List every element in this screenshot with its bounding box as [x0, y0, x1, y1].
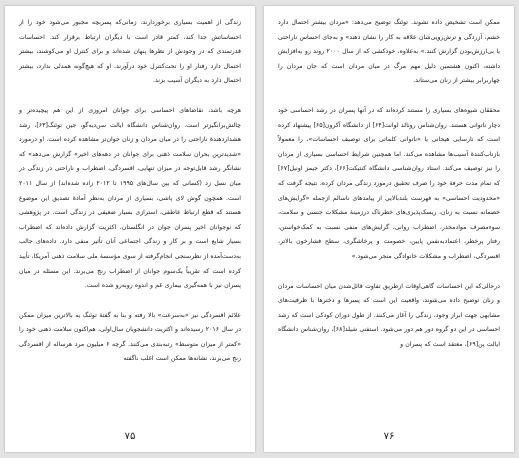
right-paragraph-3: درحالی‌که این احساسات گاهی‌اوقات ازطریق تفاوت قائل‌شدن میان احساسات مردان و زنان توضیح داده می‌شوند، واقعیت این است که پسرها و دخترها با ظرفیت‌های مشابهی جهت ابراز وجود، زندگی را آغاز می‌کنند. از طول دوران کودکی است که رشد احساسی در این دو گروه دور هم دور می‌شود. استفنی شیلد[۶۸]، روان‌شناس دانشگاه ایالت پن[۶۹]، معتقد است که پسران و: [278, 282, 501, 348]
left-paragraph-1: زندگی از اهمیت بسیاری برخوردارند. زمانی‌که پسربچه مجبور می‌شود خود را از احساساتش جدا کند، کمتر قادر است با دیگران ارتباط برقرار کند. احساسات قدرتمندی که در وجودش از نظرها پنهان شده‌اند و برای کنترل او می‌کوشند، بیشتر احتمال دارد رفتار او را تحت‌کنترل خود درآورند. او که هیچ‌گونه همدلی ندارد، بیشتر احتمال دارد به دیگران آسیب بزند.: [19, 19, 241, 85]
left-paragraph-3: علائم افسردگی نیز «به‌سرعت» بالا رفته و بنا به گفتهٔ توئنگ به بالاترین میزان ممکن در سال ۲۰۱۶ رسیده‌اند و اکثریت دانشجویان سال‌اولی، هم‌اکنون سلامت ذهنی خود را «کمتر از میزان متوسط» رتبه‌بندی می‌کنند. گرچه ۶ میلیون مرد هرساله از افسردگی رنج می‌برند، نشانه‌ها ممکن است اغلب ناگفته: [19, 311, 242, 363]
left-page: [5, 6, 255, 452]
right-page-body: [278, 16, 500, 352]
right-page: [264, 6, 514, 452]
left-page-body: [19, 16, 241, 367]
left-paragraph-2: هرچه باشد، تقاضاهای احساسی برای جوانان امروزی از این هم پیچیده‌تر و چالش‌برانگیزتر است. روان‌شناس دانشگاه ایالت سن‌دیه‌گو، جین توئنگ[۶۳]، رشد هشداردهندهٔ ناراحتی را در میان مردان و زنان جوان‌تر مشاهده کرده است. او درمورد «شدیدترین بحران سلامت ذهنی برای جوانان در دهه‌های اخیر» گزارش می‌دهد» که نشانگر رشد قابل‌توجه در میزان تنهایی، افسردگی، اضطراب و ناراحتی در زندگی در میان نسل زد (کسانی که بین سال‌های ۱۹۹۵ تا ۲۰۱۲ زاده شده‌اند) از سال ۲۰۱۱ است. همچون گوش‌ لای پاشی، بسیاری از مردان به‌نظر آمادهٔ تصدیق این موضوع هستند که قطع ارتباط عاطفی، استرازی بسیار ضعیفی در زندگی است. در پژوهشی که نوجوانان اخیر پسران جوان در انگلستان، اکثریت گزارش داده‌اند که اضطراب بسیار شایع است و بر کار و زندگی اجتماعی آنان تأثیر منفی دارد. داده‌های جالب به‌دست‌آمده از نظرسنجی انجام‌گرفته از سوی مؤسسهٔ ملی سلامت ذهنی آمریکا، تأیید کرده است که تقریباً یک‌سوم جوانان از اضطراب رنج می‌برند. این مسئله در میان پسران نیز با همه‌گیری بیماری غم و اندوه روبه‌رو شده است.: [19, 106, 241, 290]
left-page-number: ۷۵: [124, 431, 136, 442]
right-page-number: ۷۶: [383, 431, 395, 442]
right-paragraph-2: محققان شیوه‌های بسیاری را مستند کرده‌اند که در آنها پسران در رشد احساسی خود دچار ناتوانی هستند. روان‌شناس رونالد لوانت[۶۴] از دانشگاه آکرون[۶۵] پیشنهاد کرده است که نارسایی هیجانی یا «ناتوانی کلماتی برای توصیف احساسات»، را معمولاً بازتاب‌کنندهٔ آسیب‌ها مشاهده می‌کند. اما همچنین شرایط احساسی بسیاری از مردان را نیز توصیف می‌کند. استاد روان‌شناسی دانشگاه کنتیکت[۶۶]، دکتر جیمز اونیل[۶۷] که تمام مدت حرفهٔ خود را صرف تحقیق درمورد زندگی مردان کرده، نتیجه گرفت که «محدودیت احساسی» به فهرست بلندبالایی از پیامدهای ناسالم ازجمله «گرایش‌های خصمانه نسبت به زنان، ریسک‌پذیری‌های خطرناک درزمینهٔ مشکلات جنسی و سلامت، سوءمصرف مواد‌مخدر، اضطراب روانی، گرایش‌های منفی نسبت به کمک‌خواستن، رفتار پرخطر، اعتمادبه‌نفس پایین، خصومت و پرخاشگری، سطح فشارخون بالاتر، افسردگی، اضطراب و مشکلات خانوادگی منجر می‌شود.»: [278, 106, 500, 260]
right-paragraph-1: ممکن است تشخیص داده نشوند. توئنگ توضیح می‌دهد: «مردان بیشتر احتمال دارد خشم، آزردگی و ترش‌رویی‌شان علاقه به کار را نشان دهند» و به‌جای احساس ناراحتی یا بی‌ارزش‌بودن گزارش کنند.» به‌علاوه، خودکشی که از سال ۲۰۰۰ روند رو به‌افزایش داشته، اکنون هشتمین دلیل مهم مرگ در میان مردان است که جان مردان را چهاربرابر بیشتر از زنان می‌ستاند.: [278, 19, 500, 85]
